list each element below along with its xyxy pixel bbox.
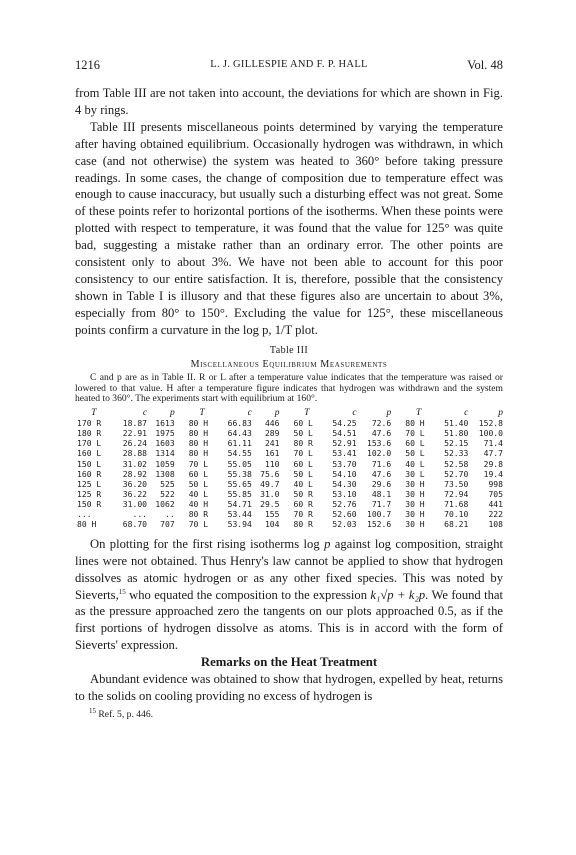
table-cell: 18.87 [122,419,148,429]
table-header-t: T [304,408,310,419]
table-cell: 80 H [188,439,209,449]
table-cell: 522 [160,489,175,499]
table-cell: 51.80 [444,429,469,439]
table-cell: 160 R [77,469,102,479]
table-header-p: p [274,408,280,419]
table-header-t: T [91,408,97,419]
table-cell: 52.58 [444,459,469,469]
table-cell: 31.0 [260,489,280,499]
table-cell: 1062 [155,499,175,509]
table-cell: ... [77,509,92,519]
paragraph-continuation: from Table III are not taken into account, the deviations for which are shown in Fig. 4 by rings. [75,86,503,117]
table-cell: 29.6 [371,479,392,489]
table-cell: 29.5 [260,499,280,509]
running-title: L. J. GILLESPIE AND F. P. HALL [210,59,368,70]
table-header-c: c [464,408,469,419]
table-cell: 64.43 [227,429,252,439]
table-cell: 50 L [293,469,313,479]
table-cell: 28.88 [122,449,148,459]
table-cell: 68.70 [122,519,148,529]
table-cell: 61.11 [227,439,252,449]
table-cell: 100.0 [478,429,503,439]
table-cell: 1308 [155,469,175,479]
table-cell: 68.21 [444,519,469,529]
table-cell: 52.60 [332,509,357,519]
table-cell: 50 L [405,449,425,459]
table-cell: 52.33 [444,449,469,459]
table-cell: 72.6 [371,419,392,429]
table-cell: 50 L [188,479,209,489]
data-table [75,408,503,530]
table-cell: 71.7 [371,499,392,509]
table-row [75,520,503,530]
table-cell: 705 [488,489,503,499]
table-cell: 22.91 [122,429,148,439]
table-cell: 150 L [77,459,102,469]
table-cell: 55.85 [227,489,252,499]
footnote-text: Ref. 5, p. 446. [98,708,154,720]
table-cell: 170 R [77,419,102,429]
table-cell: 60 L [293,459,313,469]
sieverts-formula: k₁√p + k₂p [370,587,426,602]
table-cell: 54.25 [332,419,357,429]
table-cell: 55.38 [227,469,252,479]
table-cell: 80 H [188,419,209,429]
section-heading: Remarks on the Heat Treatment [200,655,378,670]
table-cell: 71.68 [444,499,469,509]
table-cell: 289 [264,429,280,439]
table-header-p: p [498,408,503,419]
table-header-c: c [247,408,252,419]
table-cell: 1314 [155,449,175,459]
table-header-p: p [169,408,175,419]
volume-label: Vol. 48 [467,58,503,72]
table-row [75,500,503,510]
table-cell: 28.92 [122,469,148,479]
table-cell: 73.50 [444,479,469,489]
table-cell: 54.10 [332,469,357,479]
table-cell: 525 [160,479,175,489]
table-cell: 241 [264,439,280,449]
table-cell: 1603 [155,439,175,449]
table-cell: 30 H [405,489,425,499]
table-cell: 40 L [293,479,313,489]
table-row [75,480,503,490]
table-cell: 125 L [77,479,102,489]
table-cell: 47.7 [483,449,503,459]
table-cell: 54.71 [227,499,252,509]
table-cell: 53.41 [332,449,357,459]
table-cell: 19.4 [483,469,503,479]
table-cell: 52.76 [332,499,357,509]
table-header-c: c [352,408,357,419]
table-cell: 53.70 [332,459,357,469]
table-cell: 40 L [405,459,425,469]
table-cell: 54.51 [332,429,357,439]
running-header [75,58,503,76]
table-header-row [75,408,503,419]
table-cell: 441 [488,499,503,509]
table-cell: 104 [264,519,280,529]
table-cell: 1975 [155,429,175,439]
table-cell: 80 R [293,439,313,449]
table-cell: 102.0 [366,449,392,459]
table-cell: 707 [160,519,175,529]
table-label: Table III [269,344,309,356]
table-cell: 30 H [405,499,425,509]
footnote [75,706,503,721]
paragraph-table-discussion: Table III presents miscellaneous points determined by varying the temperature after having obtained equilibrium. Occasionally hydrogen was withdrawn, in which case (and not otherwise) the system was heated to 360° before taking pressure readings. In some cases, the change of composition due to temperature effect was enough to cause inaccuracy, but usually such a disturbing effect was not great. Some of these points refer to horizontal portions of the isotherms. When these points were plotted with respect to temperature, it was found that the value for 125° was quite bad, suggesting a mistake rather than an ordinary error. The other points are consistent only to about 3%. We have not been able to account for this poor consistency to our entire satisfaction. It is, therefore, possible that the consistency shown in Table I is illusory and that these figures also are uncertain to about 3%, especially from 80° to 150°. Excluding the value for 125°, these miscellaneous points confirm a curvature in the log p, 1/T plot. [75,119,503,337]
table-cell: 47.6 [371,469,392,479]
table-cell: 160 L [77,449,102,459]
footnote-marker: 15 [89,706,96,715]
table-row [75,439,503,449]
table-cell: 80 H [188,449,209,459]
table-cell: 125 R [77,489,102,499]
table-cell: 29.8 [483,459,503,469]
table-cell: 49.7 [260,479,280,489]
table-cell: 30 H [405,509,425,519]
table-cell: 80 H [188,429,209,439]
table-cell: 52.91 [332,439,357,449]
table-header-t: T [415,408,422,419]
table-cell: 80 H [77,519,97,529]
table-cell: 155 [264,509,280,519]
table-cell: 150 R [77,499,102,509]
paragraph-henrys-law: On plotting for the first rising isotherms log p against log composition, straight lines were not obtained. Thus Henry's law cannot be applied to show that hydrogen dissolves as atomic hydrogen or as any other fixed species. This was noted by Sieverts,$^{15}$ who equated the composition to the expression k₁√p + k₂p. We found that as the pressure approached zero the tangents on our plots approached 0.5, as if the first portions of hydrogen dissolve as atoms. This is in accord with the form of Sieverts' expression. [75,536,503,653]
table-cell: 170 L [77,439,102,449]
table-cell: 53.94 [227,519,252,529]
table-cell: 70 L [188,459,209,469]
table-cell: 110 [264,459,280,469]
table-cell: 31.00 [122,499,148,509]
table-cell: 30 L [405,469,425,479]
table-title: Miscellaneous Equilibrium Measurements [190,358,388,370]
table-cell: 998 [488,479,503,489]
table-cell: 70.10 [444,509,469,519]
table-cell: 36.22 [122,489,148,499]
table-header-p: p [386,408,392,419]
table-cell: 52.03 [332,519,357,529]
table-cell: 60 L [188,469,209,479]
table-cell: 50 L [293,429,313,439]
table-cell: 52.70 [444,469,469,479]
table-cell: 47.6 [371,429,392,439]
table-row [75,449,503,459]
table-cell: 53.10 [332,489,357,499]
table-row [75,460,503,470]
page-number: 1216 [75,58,100,72]
table-cell: 30 H [405,519,425,529]
table-cell: 1613 [155,419,175,429]
table-cell: 52.15 [444,439,469,449]
table-cell: 72.94 [444,489,469,499]
table-cell: 26.24 [122,439,148,449]
table-cell: 152.8 [478,419,503,429]
table-cell: 108 [488,519,503,529]
table-row [75,490,503,500]
table-cell: 446 [264,419,280,429]
table-cell: 80 H [405,419,425,429]
table-cell: 75.6 [260,469,280,479]
table-cell: 153.6 [366,439,392,449]
table-cell: 60 R [293,499,313,509]
table-cell: 40 L [188,489,209,499]
table-cell: 55.05 [227,459,252,469]
table-cell: 1059 [155,459,175,469]
table-header-c: c [142,408,148,419]
table-cell: 70 L [405,429,425,439]
table-note: C and p are as in Table II. R or L after a temperature value indicates that the temperature was raised or lowered to that value. H after a temperature figure indicates that hydrogen was withdrawn and the system heated to 360°. The experiments start with equilibrium at 160°. [75,371,503,405]
table-cell: 51.40 [444,419,469,429]
table-cell: ... [132,509,148,519]
table-cell: 48.1 [371,489,392,499]
table-cell: 80 R [293,519,313,529]
table-cell: 60 L [293,419,313,429]
table-row [75,419,503,429]
table-cell: 30 H [405,479,425,489]
table-row [75,470,503,480]
table-cell: 71.6 [371,459,392,469]
table-cell: 222 [488,509,503,519]
table-cell: 40 H [188,499,209,509]
table-cell: 100.7 [366,509,392,519]
table-cell: 152.6 [366,519,392,529]
table-cell: 80 R [188,509,209,519]
table-cell: .. [165,509,175,519]
table-row [75,429,503,439]
table-cell: 54.30 [332,479,357,489]
table-cell: 70 L [293,449,313,459]
table-cell: 31.02 [122,459,148,469]
page-body [75,85,503,721]
table-cell: 70 L [188,519,209,529]
table-cell: 161 [264,449,280,459]
table-cell: 53.44 [227,509,252,519]
table-cell: 36.20 [122,479,148,489]
table-cell: 71.4 [483,439,503,449]
paragraph-heat-treatment: Abundant evidence was obtained to show that hydrogen, expelled by heat, returns to the solids on cooling providing no excess of hydrogen is [75,672,503,704]
table-cell: 50 R [293,489,313,499]
table-cell: 60 L [405,439,425,449]
table-header-t: T [199,408,205,419]
table-cell: 54.55 [227,449,252,459]
table-cell: 66.83 [227,419,252,429]
table-cell: 70 R [293,509,313,519]
table-row [75,510,503,520]
table-cell: 55.65 [227,479,252,489]
footnote-reference: 15 [118,587,126,596]
table-body [75,419,503,530]
table-cell: 180 R [77,429,102,439]
